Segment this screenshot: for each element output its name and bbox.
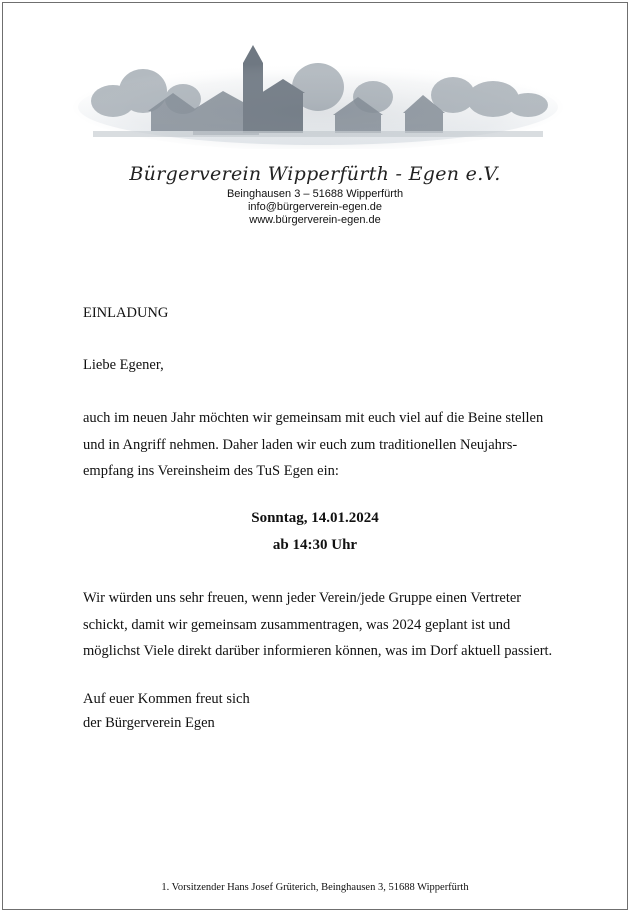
village-banner-image: [73, 39, 563, 149]
closing: [83, 687, 563, 735]
letter-page: [2, 2, 628, 910]
closing-line: Auf euer Kommen freut sich: [83, 691, 250, 707]
event-date: Sonntag, 14.01.2024: [251, 510, 379, 526]
paragraph-request: [83, 585, 563, 665]
address: Beinghausen 3 – 51688 Wipperfürth: [226, 188, 404, 200]
organization-name: Bürgerverein Wipperfürth - Egen e.V.: [129, 163, 501, 185]
signature-line: der Bürgerverein Egen: [83, 715, 215, 731]
event-time: ab 14:30 Uhr: [272, 537, 358, 553]
email: info@bürgerverein-egen.de: [247, 201, 383, 213]
salutation: Liebe Egener,: [83, 357, 164, 373]
paragraph-invitation: [83, 405, 563, 485]
footer-chairman: 1. Vorsitzender Hans Josef Grüterich, Beinghausen 3, 51688 Wipperfürth: [161, 882, 469, 893]
paragraph-line: und in Angriff nehmen. Daher laden wir euch zum traditionellen Neujahrs-: [83, 436, 518, 453]
paragraph-line: empfang ins Vereinsheim des TuS Egen ein:: [83, 463, 339, 479]
letter-heading: EINLADUNG: [83, 305, 169, 321]
paragraph-line: Wir würden uns sehr freuen, wenn jeder Verein/jede Gruppe einen Vertreter: [83, 590, 522, 606]
paragraph-line: auch im neuen Jahr möchten wir gemeinsam mit euch viel auf die Beine stellen: [83, 410, 544, 426]
paragraph-line: möglichst Viele direkt darüber informieren können, was im Dorf aktuell passiert.: [83, 643, 553, 659]
paragraph-line: schickt, damit wir gemeinsam zusammentragen, was 2024 geplant ist und: [83, 616, 511, 633]
website: www.bürgerverein-egen.de: [249, 214, 381, 226]
